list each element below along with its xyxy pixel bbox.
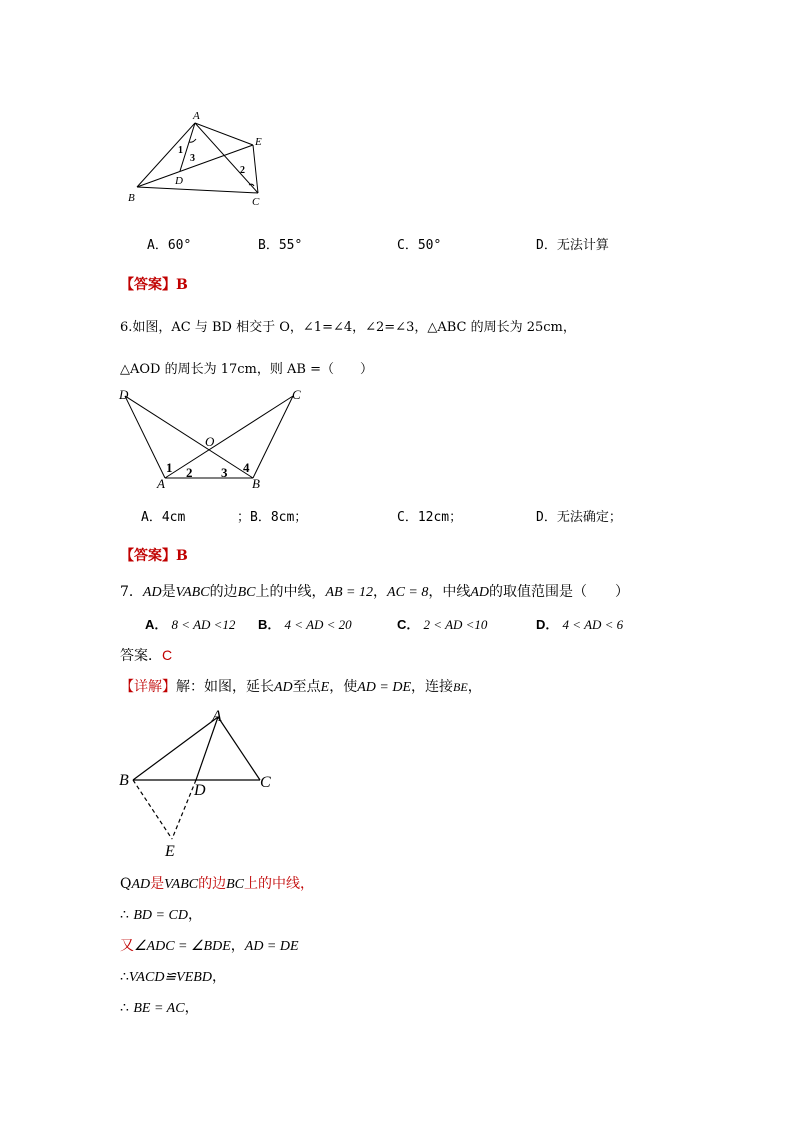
q6-option-d[interactable]: D．无法确定； [536,510,622,525]
q6-angle-2: 2 [186,465,193,480]
q6-label-A: A [157,476,165,491]
q6-label-D: D [119,387,129,402]
q5-label-C: C [252,196,260,208]
q5-figure [125,105,270,210]
q5-angle-3: 3 [190,153,195,164]
q5-option-a[interactable]: A．60° [147,238,192,253]
q6-label-C: C [292,387,301,402]
q5-option-b[interactable]: B．55° [258,238,303,253]
q7-answer: 答案．C [120,647,173,664]
q6-angle-3: 3 [221,465,228,480]
q7-label-B: B [119,772,129,789]
q6-label-O: O [205,434,215,449]
q5-answer: 【答案】B [120,277,188,293]
q6-option-c[interactable]: C．12cm； [397,510,463,525]
q5-label-E: E [255,136,262,148]
q7-option-d[interactable]: D． 4 < AD < 6 [536,617,624,632]
q5-label-B: B [128,192,135,204]
q7-option-b[interactable]: B． 4 < AD < 20 [258,617,352,632]
q6-stem-line1: 6.如图，AC 与 BD 相交于 O，∠1=∠4，∠2=∠3，△ABC 的周长为 25cm， [120,320,576,335]
q6-option-a[interactable]: A．4cm [141,510,186,525]
q5-label-D: D [175,175,183,187]
q6-label-B: B [252,476,260,491]
q5-angle-1: 1 [178,145,183,156]
q7-option-c[interactable]: C． 2 < AD <10 [397,617,488,632]
q7-label-D: D [194,782,206,799]
q6-figure [115,384,315,494]
q5-label-A: A [193,110,200,122]
q6-answer: 【答案】B [120,548,188,564]
q7-label-A: A [212,708,222,725]
q5-angle-2: 2 [240,165,245,176]
q7-proof-line2: ∴ BD = CD， [120,907,202,923]
detail-tag: 【详解】 [120,679,176,695]
q7-detail: 【详解】解：如图，延长AD至点E，使AD = DE，连接BE， [120,679,482,695]
q7-stem: 7．AD是VABC的边BC上的中线，AB = 12，AC = 8，中线AD的取值范围是（ ） [120,584,630,600]
q5-option-c[interactable]: C．50° [397,238,442,253]
q6-stem-line2: △AOD 的周长为 17cm，则 AB =（ ） [120,362,373,377]
q7-label-E: E [165,843,175,860]
q7-proof-line5: ∴ BE = AC， [120,1000,199,1016]
q6-angle-4: 4 [243,460,250,475]
q7-label-C: C [260,774,271,791]
q7-proof-line3: 又∠ADC = ∠BDE，AD = DE [120,938,299,954]
q7-proof-line1: QAD是VABC的边BC上的中线， [120,876,315,892]
q7-option-a[interactable]: A． 8 < AD <12 [145,617,236,632]
q6-angle-1: 1 [166,460,173,475]
q7-number: 7． [120,584,143,600]
q6-option-b[interactable]: ；B．8cm； [237,510,308,525]
q5-option-d[interactable]: D．无法计算 [536,238,609,253]
q7-figure [115,703,285,863]
q7-proof-line4: ∴VACD≌VEBD， [120,969,226,985]
